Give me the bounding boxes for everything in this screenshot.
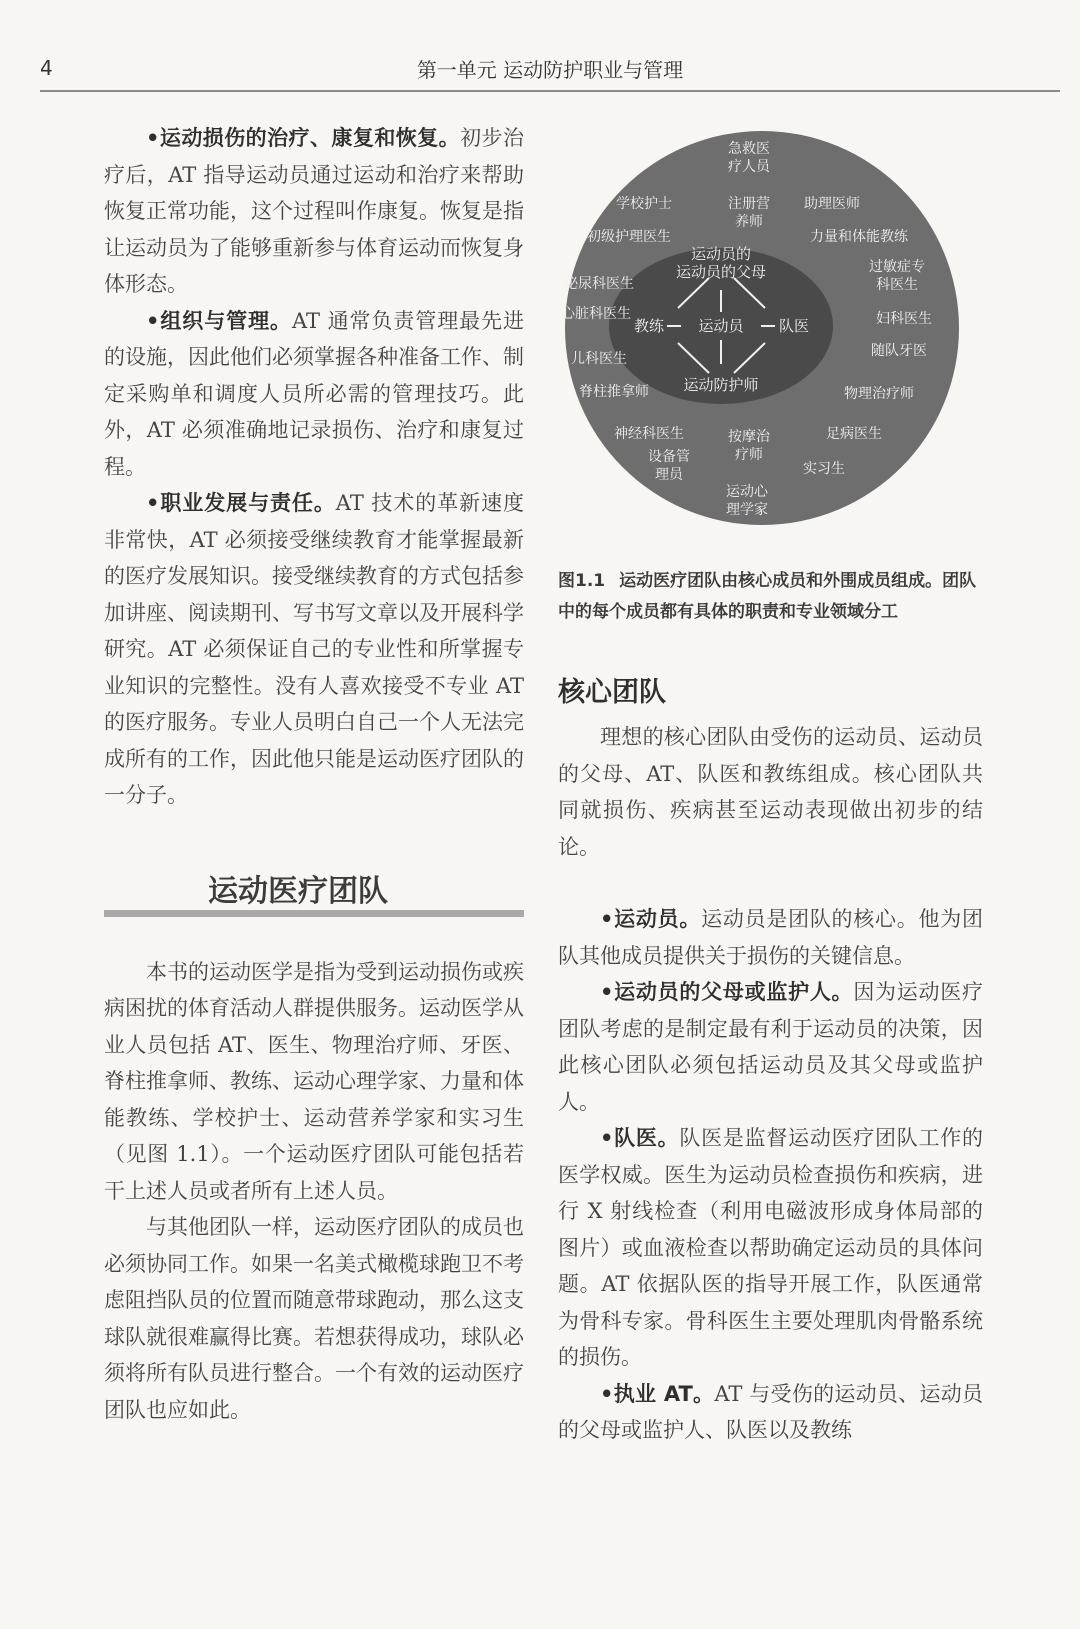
paragraph-career (104, 485, 524, 814)
peripheral-label: 泌尿科医生 (564, 276, 634, 292)
running-head: 第一单元 运动防护职业与管理 (416, 58, 684, 82)
peripheral-label: 物理治疗师 (844, 386, 914, 402)
peripheral-label: 注册营养师 (728, 196, 770, 230)
peripheral-label: 运动心理学家 (726, 484, 768, 518)
left-column (104, 120, 524, 1428)
bullet-heading: •组织与管理。 (146, 308, 292, 333)
paragraph-teamwork: 与其他团队一样，运动医疗团队的成员也必须协同工作。如果一名美式橄榄球跑卫不考虑阻挡队员的位置而随意带球跑动，那么这支球队就很难赢得比赛。若想获得成功，球队必须将所有队员进行整合。一个有效的运动医疗团队也应如此。 (104, 1215, 524, 1422)
core-label-athletic-trainer: 运动防护师 (683, 376, 759, 394)
section-title: 运动医疗团队 (208, 873, 388, 909)
paragraph-athlete (558, 901, 983, 974)
bullet-heading: •运动损伤的治疗、康复和恢复。 (146, 126, 461, 150)
subhead-core-team: 核心团队 (558, 677, 666, 708)
bullet-heading: •队医。 (600, 1126, 680, 1150)
peripheral-label: 脊柱推拿师 (579, 384, 649, 400)
paragraph-intro: 本书的运动医学是指为受到运动损伤或疾病困扰的体育活动人群提供服务。运动医学从业人员包括 AT、医生、物理治疗师、牙医、脊柱推拿师、教练、运动心理学家、力量和体能教练、学校护士、运动营养学家和实习生（见图 1.1）。一个运动医疗团队可能包括若干上述人员或者所有上述人员。 (104, 959, 524, 1203)
core-label-team-doctor: 队医 (778, 317, 810, 335)
page-header (40, 50, 1060, 92)
peripheral-label: 实习生 (803, 461, 845, 477)
paragraph-treatment (104, 120, 524, 303)
paragraph-parents (558, 974, 983, 1120)
core-label-athlete: 运动员 (698, 317, 744, 335)
peripheral-label: 心脏科医生 (561, 306, 631, 322)
peripheral-label: 儿科医生 (571, 351, 627, 367)
page-number: 4 (40, 56, 53, 80)
paragraph-text: 队医是监督运动医疗团队工作的医学权威。医生为运动员检查损伤和疾病，进行 X 射线检查（利用电磁波形成身体局部的图片）或血液检查以帮助确定运动员的具体问题。AT 依据队医的指导开展工作，队医通常为骨科专家。骨科医生主要处理肌肉骨骼系统的损伤。 (558, 1126, 983, 1369)
peripheral-label: 妇科医生 (876, 311, 932, 327)
section-rule (104, 910, 524, 917)
bullet-heading: •运动员的父母或监护人。 (600, 980, 854, 1004)
peripheral-label: 助理医师 (804, 196, 860, 212)
figure-number: 图1.1 (558, 571, 606, 591)
bullet-heading: •执业 AT。 (600, 1381, 715, 1406)
paragraph-text: 运动员是团队的核心。他为团队其他成员提供关于损伤的关键信息。 (558, 907, 983, 968)
paragraph-management (104, 303, 524, 486)
peripheral-label: 急救医疗人员 (728, 141, 770, 175)
peripheral-label: 随队牙医 (871, 343, 927, 359)
paragraph-team-doctor (558, 1120, 983, 1376)
peripheral-label: 足病医生 (826, 426, 882, 442)
paragraph-text: 因为运动医疗团队考虑的是制定最有利于运动员的决策，因此核心团队必须包括运动员及其父母或监护人。 (558, 980, 984, 1114)
peripheral-label: 按摩治疗师 (728, 429, 770, 463)
figure-caption-text: 运动医疗团队由核心成员和外围成员组成。团队中的每个成员都有具体的职责和专业领域分工 (558, 571, 977, 622)
bullet-heading: •运动员。 (600, 907, 702, 931)
peripheral-label: 过敏症专科医生 (869, 259, 925, 293)
peripheral-label: 力量和体能教练 (810, 229, 908, 245)
right-column (558, 128, 983, 1449)
team-diagram (554, 128, 979, 538)
paragraph-text: AT 技术的革新速度非常快，AT 必须接受继续教育才能掌握最新的医疗发展知识。接受继续教育的方式包括参加讲座、阅读期刊、写书写文章以及开展科学研究。AT 必须保证自己的专业性和所掌握专业知识的完整性。没有人喜欢接受不专业 AT 的医疗服务。专业人员明白自己一个人无法完成所有的工作，因此他只能是运动医疗团队的一分子。 (104, 491, 525, 807)
paragraph-text: AT 通常负责管理最先进的设施，因此他们必须掌握各种准备工作、制定采购单和调度人员所必需的管理技巧。此外，AT 必须准确地记录损伤、治疗和康复过程。 (104, 308, 525, 479)
peripheral-label: 神经科医生 (614, 426, 684, 442)
figure-caption (558, 566, 983, 628)
bullet-heading: •职业发展与责任。 (146, 491, 336, 515)
core-team-section (558, 670, 983, 1449)
section-heading (104, 866, 524, 926)
paragraph-core-team: 理想的核心团队由受伤的运动员、运动员的父母、AT、队医和教练组成。核心团队共同就损伤、疾病甚至运动表现做出初步的结论。 (558, 725, 983, 859)
team-diagram-svg (554, 128, 979, 538)
core-label-coach: 教练 (633, 317, 665, 335)
peripheral-label: 学校护士 (616, 196, 672, 212)
paragraph-text: 初步治疗后，AT 指导运动员通过运动和治疗来帮助恢复正常功能，这个过程叫作康复。恢复是指让运动员为了能够重新参与体育运动而恢复身体形态。 (104, 126, 525, 296)
paragraph-licensed-at (558, 1376, 983, 1449)
core-label-parents: 运动员的运动员的父母 (675, 245, 767, 281)
peripheral-label: 设备管理员 (648, 449, 690, 483)
paragraph-text: AT 与受伤的运动员、运动员的父母或监护人、队医以及教练 (558, 1381, 983, 1442)
peripheral-label: 初级护理医生 (587, 229, 671, 245)
